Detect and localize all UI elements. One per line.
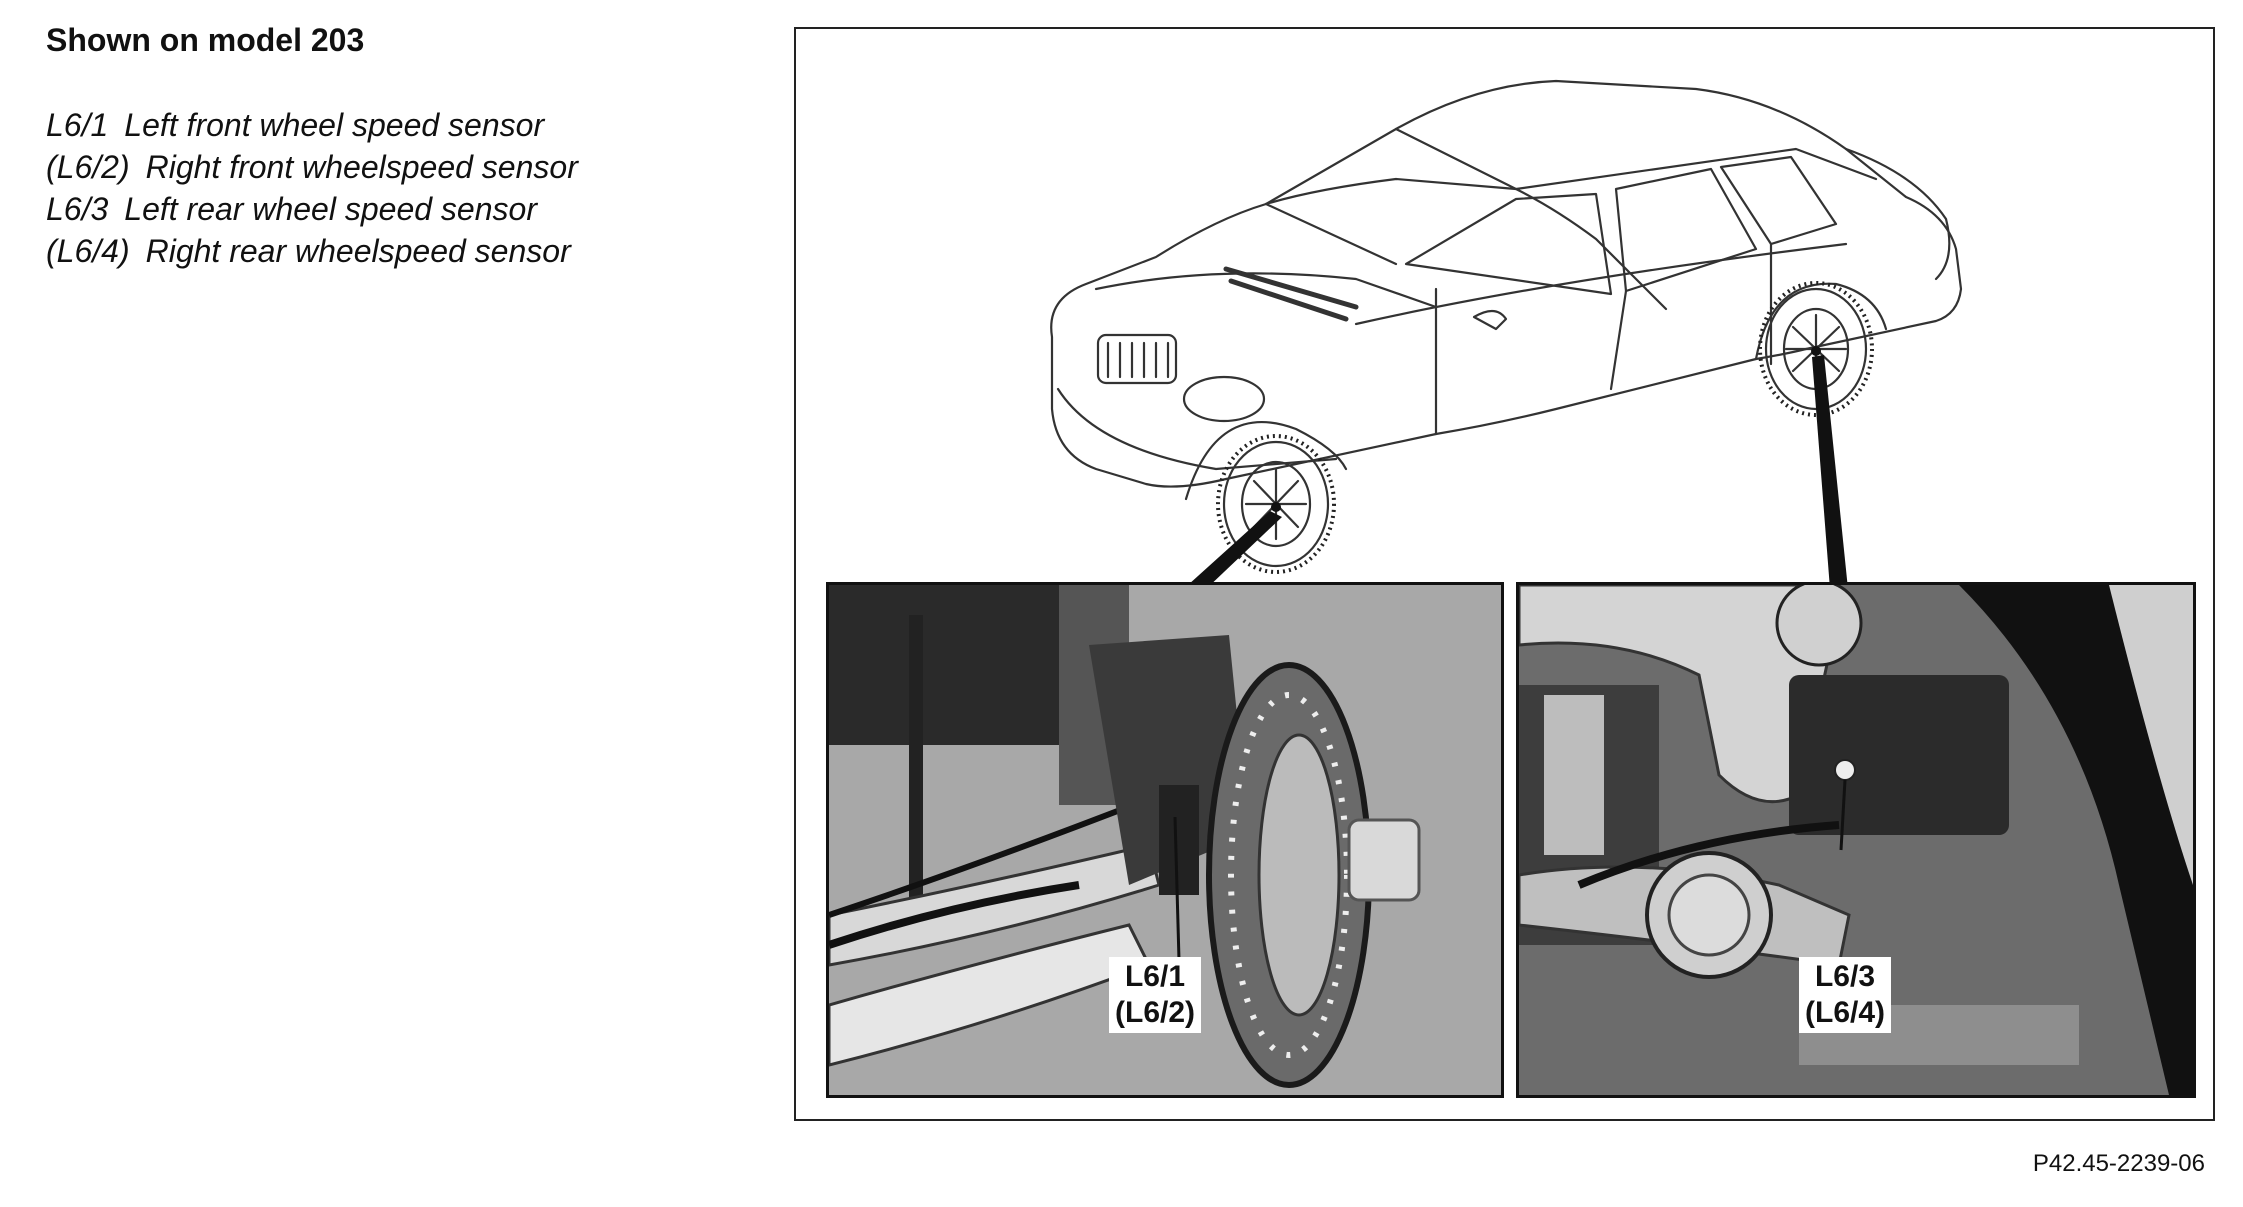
legend-code: L6/1 [46,107,109,143]
legend-code: (L6/4) [46,233,130,269]
rear-sensor-callout [1799,957,1891,1033]
callout-line: (L6/2) [1115,996,1196,1029]
rear-wheel-photo [1516,582,2196,1098]
legend-code: L6/3 [46,191,109,227]
legend-item [46,146,578,188]
callout-line: (L6/4) [1805,996,1886,1029]
figure-id: P42.45-2239-06 [2032,1150,2205,1177]
legend-label: Right rear wheelspeed sensor [145,233,571,269]
legend-code: (L6/2) [46,149,130,185]
callout-line: L6/3 [1814,960,1876,993]
legend-item [46,104,578,146]
legend-label: Left rear wheel speed sensor [124,191,537,227]
legend-item [46,188,578,230]
callout-line: L6/1 [1124,960,1186,993]
legend-label: Left front wheel speed sensor [124,107,545,143]
front-wheel-photo [826,582,1504,1098]
legend-label: Right front wheelspeed sensor [145,149,578,185]
legend [46,104,578,272]
figure-frame [794,27,2215,1121]
front-sensor-callout [1109,957,1201,1033]
legend-item [46,230,578,272]
heading: Shown on model 203 [46,22,365,58]
